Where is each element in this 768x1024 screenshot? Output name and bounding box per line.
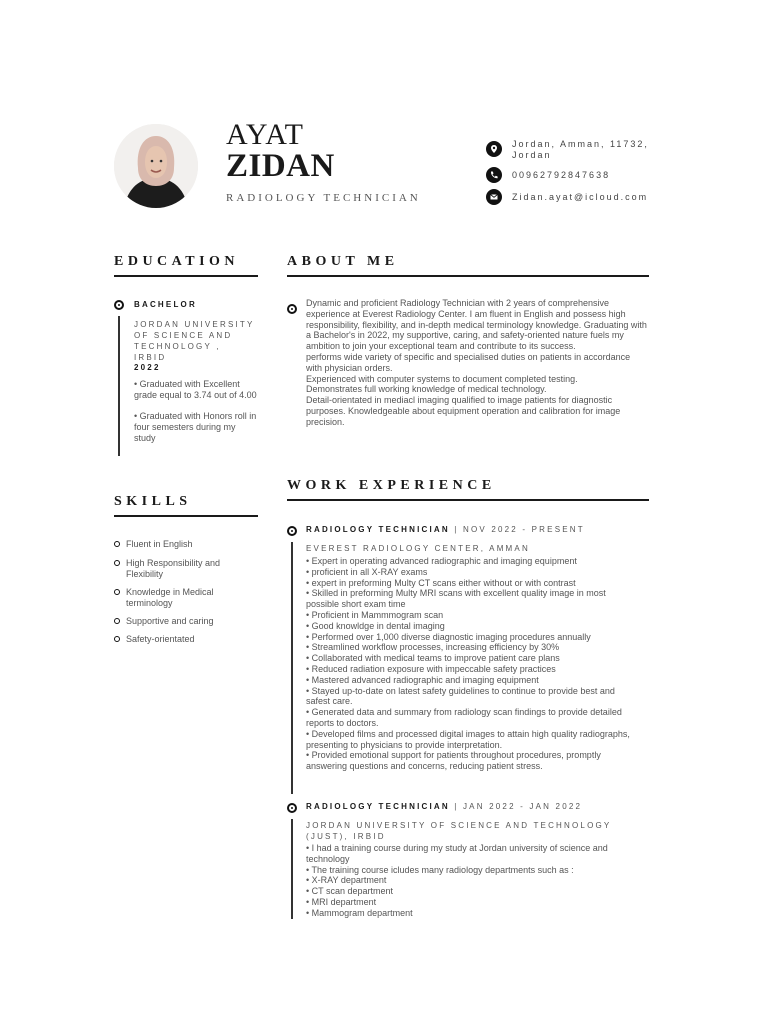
school-line: OF SCIENCE AND bbox=[134, 331, 233, 340]
address-line-1: Jordan, Amman, 11732, bbox=[512, 139, 649, 149]
list-item: • Skilled in preforming Multy MRI scans with excellent quality image in most possible short exam time bbox=[306, 588, 606, 610]
skill-label: Knowledge in Medical terminology bbox=[126, 587, 214, 608]
phone-number[interactable]: 00962792847638 bbox=[512, 170, 611, 180]
list-item: • Expert in operating advanced radiographic and imaging equipment bbox=[306, 556, 577, 566]
address bbox=[512, 139, 649, 161]
job-period: | JAN 2022 - JAN 2022 bbox=[449, 802, 583, 811]
job-timeline-marker bbox=[287, 526, 297, 536]
bullet-icon bbox=[114, 541, 120, 547]
bullet-icon bbox=[114, 589, 120, 595]
about-text: Dynamic and proficient Radiology Technician with 2 years of comprehensive experience at Everest Radiology Center. I am fluent in English and possess high responsibility, flexibility, and in-depth medical terminology knowledge. Graduating with a Bachelor's in 2022, my supportive, caring, and safety-oriented nature fuels my ambition to join your exceptional team and contribute to its success. performs wide variety of specific and specialised duties on patients in accordance with physician orders. Experienced with computer systems to document completed testing. Demonstrates full working knowledge of medical technology. Detail-orientated in mediacl imaging qualified to image patients for diagnostic purposes. Knowledgeable about equipment operation and calibration for image precision. bbox=[306, 298, 647, 427]
list-item: • Mammogram department bbox=[306, 907, 413, 918]
school-line: JORDAN UNIVERSITY bbox=[134, 320, 255, 329]
work-divider bbox=[287, 499, 649, 501]
about-timeline-marker bbox=[287, 304, 297, 314]
bullet-icon bbox=[114, 636, 120, 642]
job-timeline-line bbox=[291, 819, 293, 919]
list-item: • Performed over 1,000 diverse diagnostic imaging procedures annually bbox=[306, 631, 591, 642]
address-line-2: Jordan bbox=[512, 150, 552, 160]
list-item: • The training course icludes many radiology departments such as : bbox=[306, 864, 574, 875]
job-company: JORDAN UNIVERSITY OF SCIENCE AND TECHNOLOGY (JUST), IRBID bbox=[306, 821, 612, 841]
work-heading: WORK EXPERIENCE bbox=[287, 478, 496, 493]
skill-item bbox=[114, 634, 244, 645]
last-name: ZIDAN bbox=[226, 148, 335, 184]
list-item: • X-RAY department bbox=[306, 875, 387, 886]
profile-photo-illustration bbox=[114, 124, 198, 208]
list-item: • proficient in all X-RAY exams bbox=[306, 566, 428, 577]
about-divider bbox=[287, 275, 649, 277]
job-role: RADIOLOGY TECHNICIAN bbox=[306, 802, 450, 811]
bullet-icon bbox=[114, 618, 120, 624]
education-heading: EDUCATION bbox=[114, 254, 240, 269]
list-item: • Collaborated with medical teams to improve patient care plans bbox=[306, 653, 560, 664]
list-item: • Provided emotional support for patients throughout procedures, promptly answering questions and concerns, reducing patient stress. bbox=[306, 750, 601, 772]
job-period: | NOV 2022 - PRESENT bbox=[449, 525, 585, 534]
list-item: • CT scan department bbox=[306, 886, 394, 897]
list-item: • Reduced radiation exposure with impeccable safety practices bbox=[306, 663, 556, 674]
skill-label: Fluent in English bbox=[126, 539, 193, 549]
education-divider bbox=[114, 275, 258, 277]
job-duties-list bbox=[306, 843, 636, 919]
skill-item bbox=[114, 558, 244, 580]
education-school bbox=[134, 319, 264, 363]
skill-label: Supportive and caring bbox=[126, 616, 214, 626]
phone-icon bbox=[486, 167, 502, 183]
list-item: • MRI department bbox=[306, 896, 377, 907]
job-title-line bbox=[306, 801, 650, 812]
list-item: • Streamlined workflow processes, increasing efficiency by 30% bbox=[306, 642, 560, 653]
list-item: • Proficient in Mammmogram scan bbox=[306, 609, 444, 620]
skill-item bbox=[114, 616, 244, 627]
list-item: • Good knowldge in dental imaging bbox=[306, 620, 445, 631]
about-heading: ABOUT ME bbox=[287, 254, 399, 269]
education-degree: BACHELOR bbox=[134, 300, 197, 309]
education-bullet: • Graduated with Excellent grade equal to 3.74 out of 4.00 bbox=[134, 379, 257, 400]
job-title-line bbox=[306, 524, 650, 535]
school-line: IRBID bbox=[134, 353, 167, 362]
email-address[interactable]: Zidan.ayat@icloud.com bbox=[512, 192, 649, 202]
skills-heading: SKILLS bbox=[114, 494, 192, 509]
skill-label: Safety-orientated bbox=[126, 634, 195, 644]
location-pin-icon bbox=[486, 141, 502, 157]
skill-item bbox=[114, 587, 244, 609]
profile-photo bbox=[114, 124, 198, 208]
list-item: • Mastered advanced radiographic and imaging equipment bbox=[306, 674, 539, 685]
job-title: RADIOLOGY TECHNICIAN bbox=[226, 192, 421, 204]
list-item: • Generated data and summary from radiology scan findings to provide detailed reports to doctors. bbox=[306, 707, 622, 728]
skill-label: High Responsibility and Flexibility bbox=[126, 558, 221, 579]
job-company: EVEREST RADIOLOGY CENTER, AMMAN bbox=[306, 544, 530, 553]
job-role: RADIOLOGY TECHNICIAN bbox=[306, 525, 450, 534]
job-timeline-line bbox=[291, 542, 293, 794]
bullet-icon bbox=[114, 560, 120, 566]
school-line: TECHNOLOGY , bbox=[134, 342, 221, 351]
envelope-icon bbox=[486, 189, 502, 205]
job-timeline-marker bbox=[287, 803, 297, 813]
skills-divider bbox=[114, 515, 258, 517]
education-timeline-marker bbox=[114, 300, 124, 310]
list-item: • Developed films and processed digital images to attain high quality radiographs, presenting to physicians to provide interpretation. bbox=[306, 728, 630, 750]
education-timeline-line bbox=[118, 316, 120, 456]
skill-item bbox=[114, 539, 244, 550]
list-item: • I had a training course during my study at Jordan university of science and technology bbox=[306, 843, 608, 864]
list-item: • expert in preforming Multy CT scans either without or with contrast bbox=[306, 577, 576, 588]
list-item: • Stayed up-to-date on latest safety guidelines to continue to provide best and safest care. bbox=[306, 685, 615, 707]
education-bullet: • Graduated with Honors roll in four semesters during my study bbox=[134, 411, 257, 443]
first-name: AYAT bbox=[226, 118, 304, 151]
job-duties-list bbox=[306, 556, 636, 772]
education-year: 2022 bbox=[134, 363, 161, 372]
